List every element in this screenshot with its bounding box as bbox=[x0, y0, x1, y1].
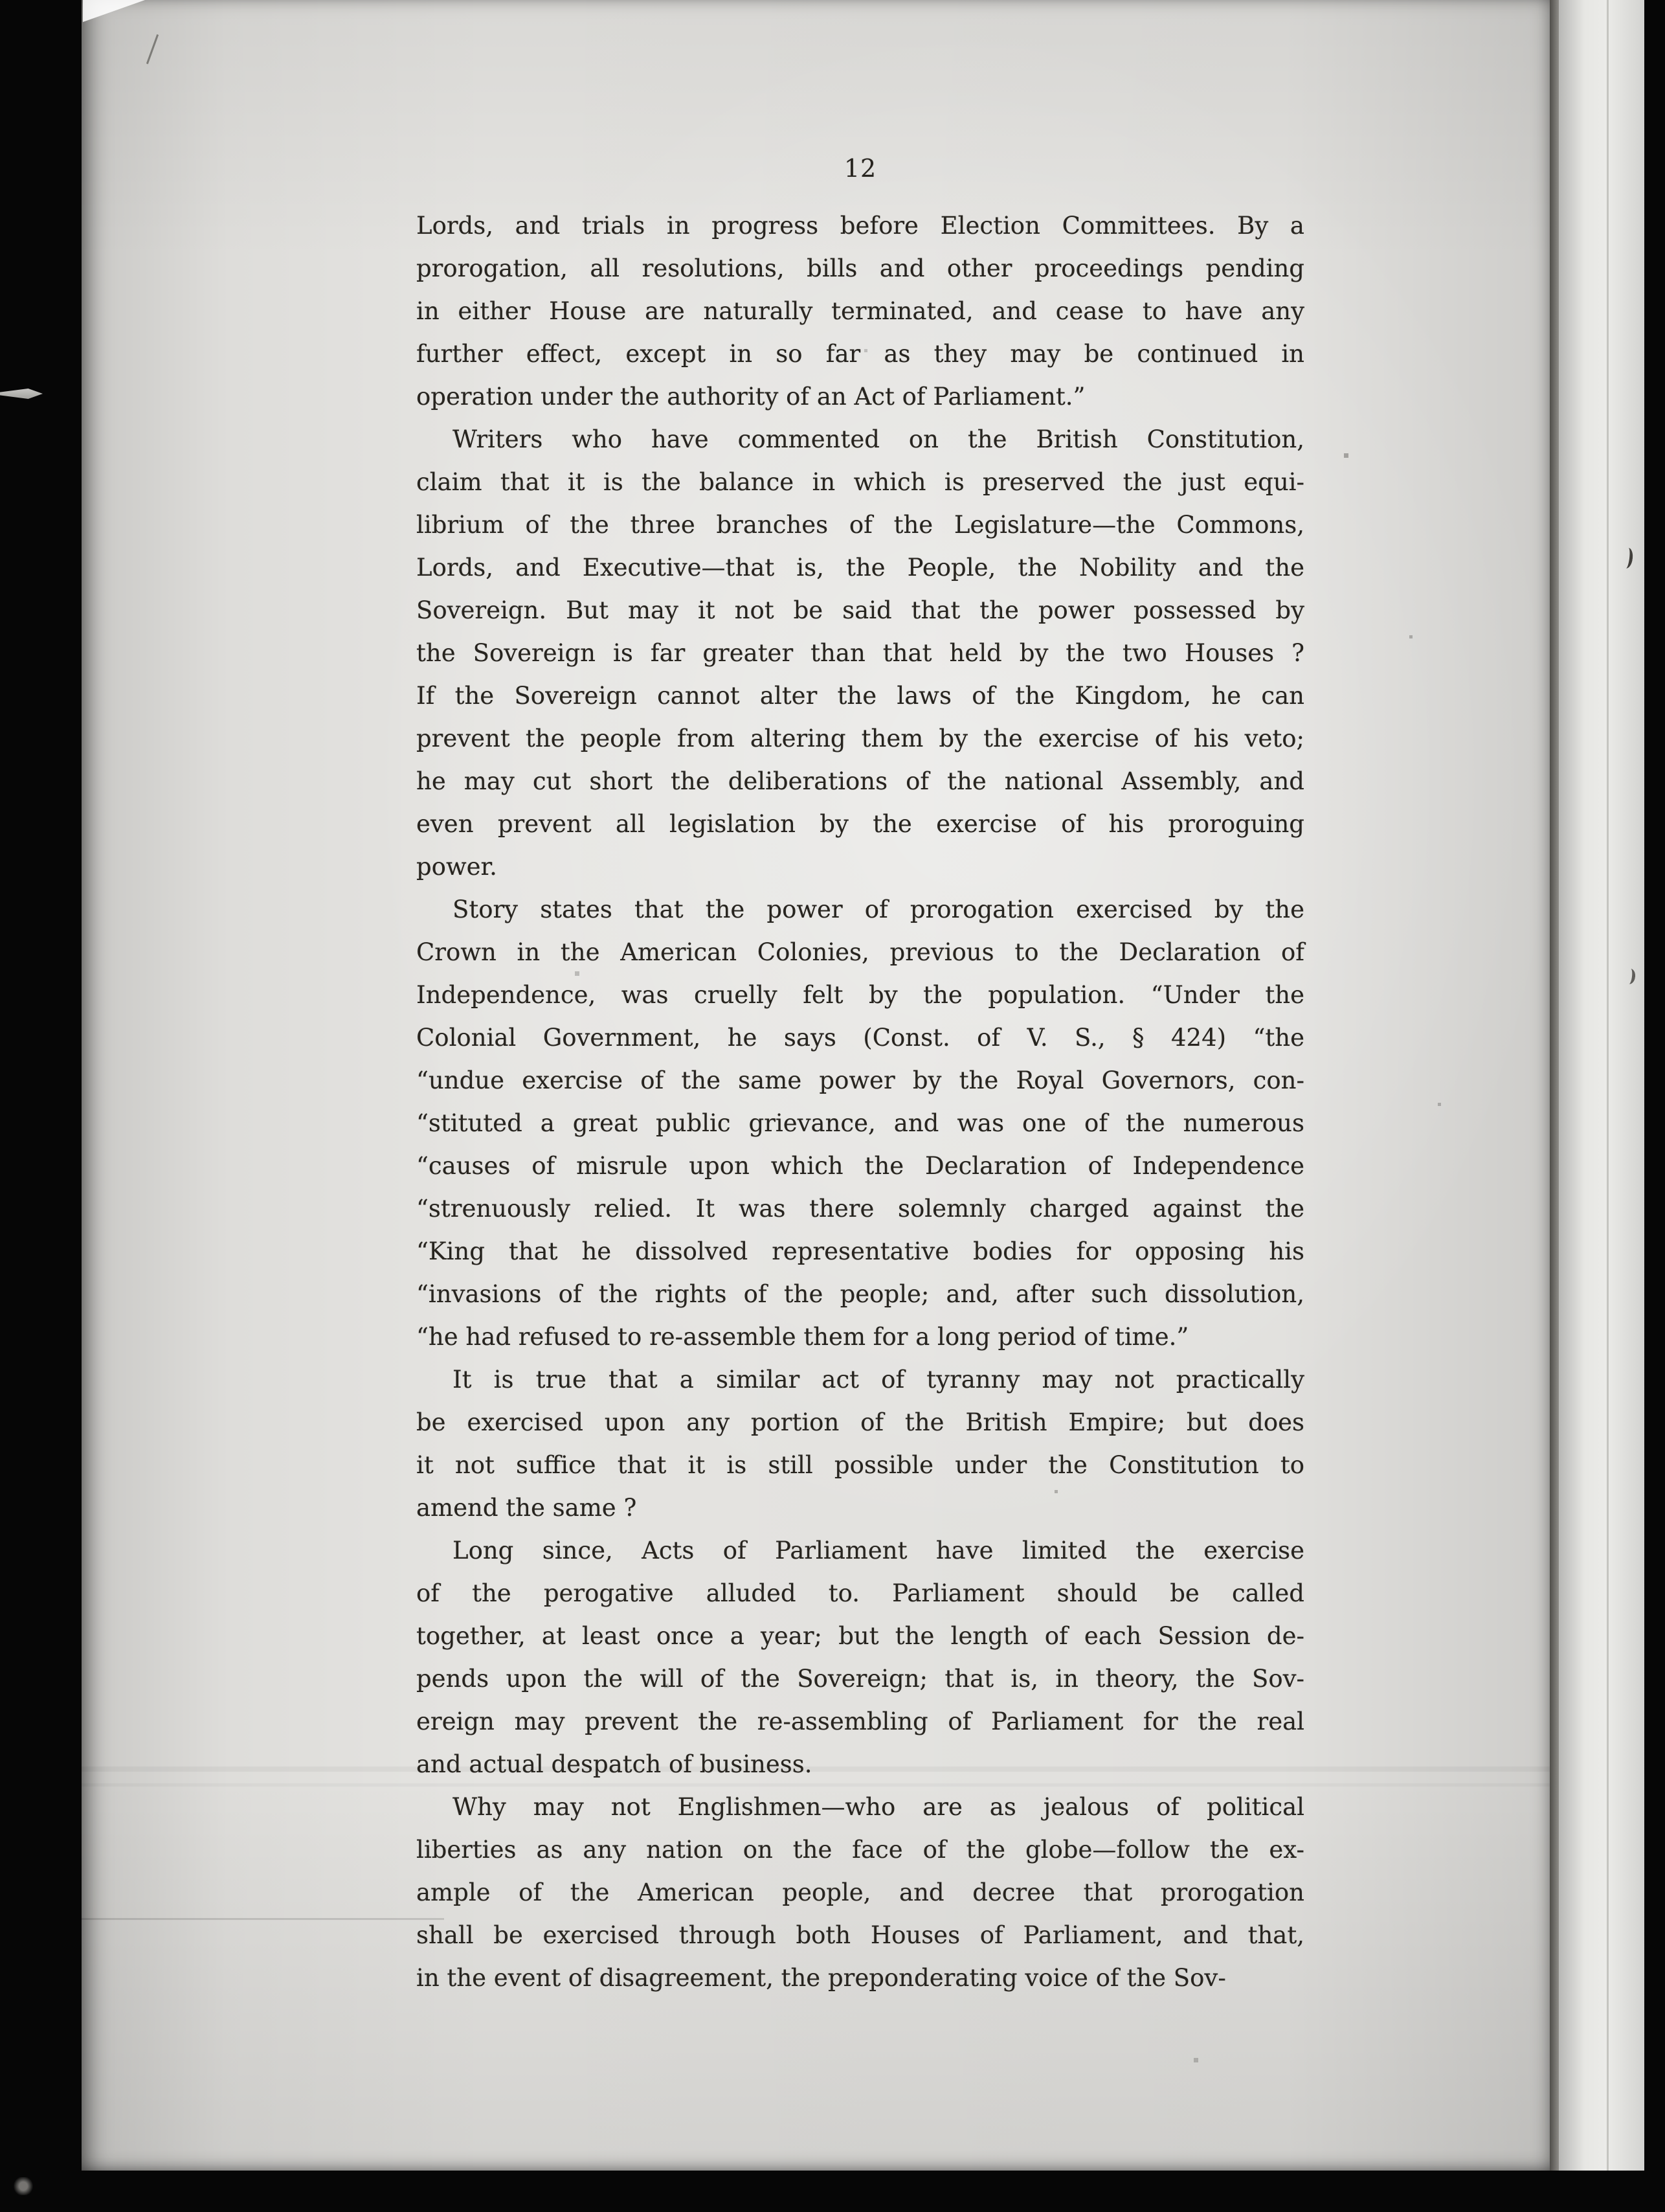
text-line: Story states that the power of prorogation exercised by the bbox=[453, 896, 1304, 923]
scan-artifact-pen-mark bbox=[146, 34, 159, 64]
text-line: Long since, Acts of Parliament have limited the exercise bbox=[453, 1537, 1304, 1564]
text-line: he may cut short the deliberations of the national Assembly, and bbox=[416, 767, 1304, 795]
text-line: “strenuously relied. It was there solemnly charged against the bbox=[416, 1195, 1304, 1223]
text-line: “King that he dissolved representative bodies for opposing his bbox=[416, 1237, 1304, 1265]
text-line: Lords, and Executive—that is, the People, the Nobility and the bbox=[416, 554, 1304, 581]
text-line: it not suffice that it is still possible under the Constitution to bbox=[416, 1451, 1304, 1479]
text-line: “stituted a great public grievance, and was one of the numerous bbox=[416, 1109, 1304, 1137]
text-line: Colonial Government, he says (Const. of V. S., § 424) “the bbox=[416, 1024, 1304, 1052]
scan-artifact-specks bbox=[82, 0, 84, 2]
text-line: in either House are naturally terminated, and cease to have any bbox=[416, 297, 1304, 325]
text-line: “causes of misrule upon which the Declaration of Independence bbox=[416, 1152, 1304, 1180]
text-line: Writers who have commented on the British Constitution, bbox=[453, 425, 1304, 453]
page-number: 12 bbox=[844, 154, 877, 183]
text-line: “he had refused to re-assemble them for a long period of time.” bbox=[416, 1323, 1189, 1351]
text-line: Sovereign. But may it not be said that the power possessed by bbox=[416, 596, 1304, 624]
text-line: “invasions of the rights of the people; and, after such dissolution, bbox=[416, 1280, 1304, 1308]
text-line: amend the same ? bbox=[416, 1494, 637, 1522]
scan-artifact-streak bbox=[82, 1918, 444, 1920]
text-line: operation under the authority of an Act of Parliament.” bbox=[416, 383, 1086, 411]
text-line: even prevent all legislation by the exercise of his proroguing bbox=[416, 810, 1304, 838]
text-line: Independence, was cruelly felt by the population. “Under the bbox=[416, 981, 1304, 1009]
text-line: “undue exercise of the same power by the Royal Governors, con- bbox=[416, 1066, 1304, 1094]
scan-artifact-margin-mark bbox=[0, 389, 43, 399]
page-corner-highlight bbox=[83, 0, 145, 22]
text-line: pends upon the will of the Sovereign; that is, in theory, the Sov- bbox=[416, 1665, 1304, 1693]
text-line: If the Sovereign cannot alter the laws of the Kingdom, he can bbox=[416, 682, 1304, 710]
page-text bbox=[416, 205, 1304, 2000]
text-line: further effect, except in so far as they may be continued in bbox=[416, 340, 1304, 368]
facing-page-edge-line bbox=[1607, 0, 1609, 2171]
text-line: and actual despatch of business. bbox=[416, 1750, 812, 1778]
page-gutter-shadow bbox=[1550, 0, 1559, 2171]
text-line: of the perogative alluded to. Parliament should be called bbox=[416, 1579, 1304, 1607]
text-line: It is true that a similar act of tyranny may not practically bbox=[453, 1366, 1304, 1394]
text-line: ereign may prevent the re-assembling of Parliament for the real bbox=[416, 1708, 1304, 1735]
text-line: in the event of disagreement, the preponderating voice of the Sov- bbox=[416, 1964, 1226, 1992]
text-line: prevent the people from altering them by the exercise of his veto; bbox=[416, 725, 1304, 752]
text-line: Lords, and trials in progress before Election Committees. By a bbox=[416, 212, 1304, 240]
text-line: be exercised upon any portion of the British Empire; but does bbox=[416, 1408, 1304, 1436]
scanned-page bbox=[82, 0, 1550, 2171]
text-line: prorogation, all resolutions, bills and other proceedings pending bbox=[416, 254, 1304, 282]
text-line: claim that it is the balance in which is preserved the just equi- bbox=[416, 468, 1304, 496]
text-line: Why may not Englishmen—who are as jealous of political bbox=[453, 1793, 1304, 1821]
text-line: the Sovereign is far greater than that held by the two Houses ? bbox=[416, 639, 1304, 667]
text-line: power. bbox=[416, 853, 497, 881]
text-line: liberties as any nation on the face of the globe—follow the ex- bbox=[416, 1836, 1304, 1864]
text-line: together, at least once a year; but the length of each Session de- bbox=[416, 1622, 1304, 1650]
bottom-scan-edge bbox=[0, 2171, 1665, 2212]
text-line: Crown in the American Colonies, previous to the Declaration of bbox=[416, 938, 1304, 966]
text-line: librium of the three branches of the Legislature—the Commons, bbox=[416, 511, 1304, 539]
text-line: ample of the American people, and decree that prorogation bbox=[416, 1879, 1304, 1906]
facing-page-edge bbox=[1559, 0, 1644, 2171]
text-line: shall be exercised through both Houses of Parliament, and that, bbox=[416, 1921, 1304, 1949]
scan-artifact-smudge bbox=[13, 2177, 34, 2195]
